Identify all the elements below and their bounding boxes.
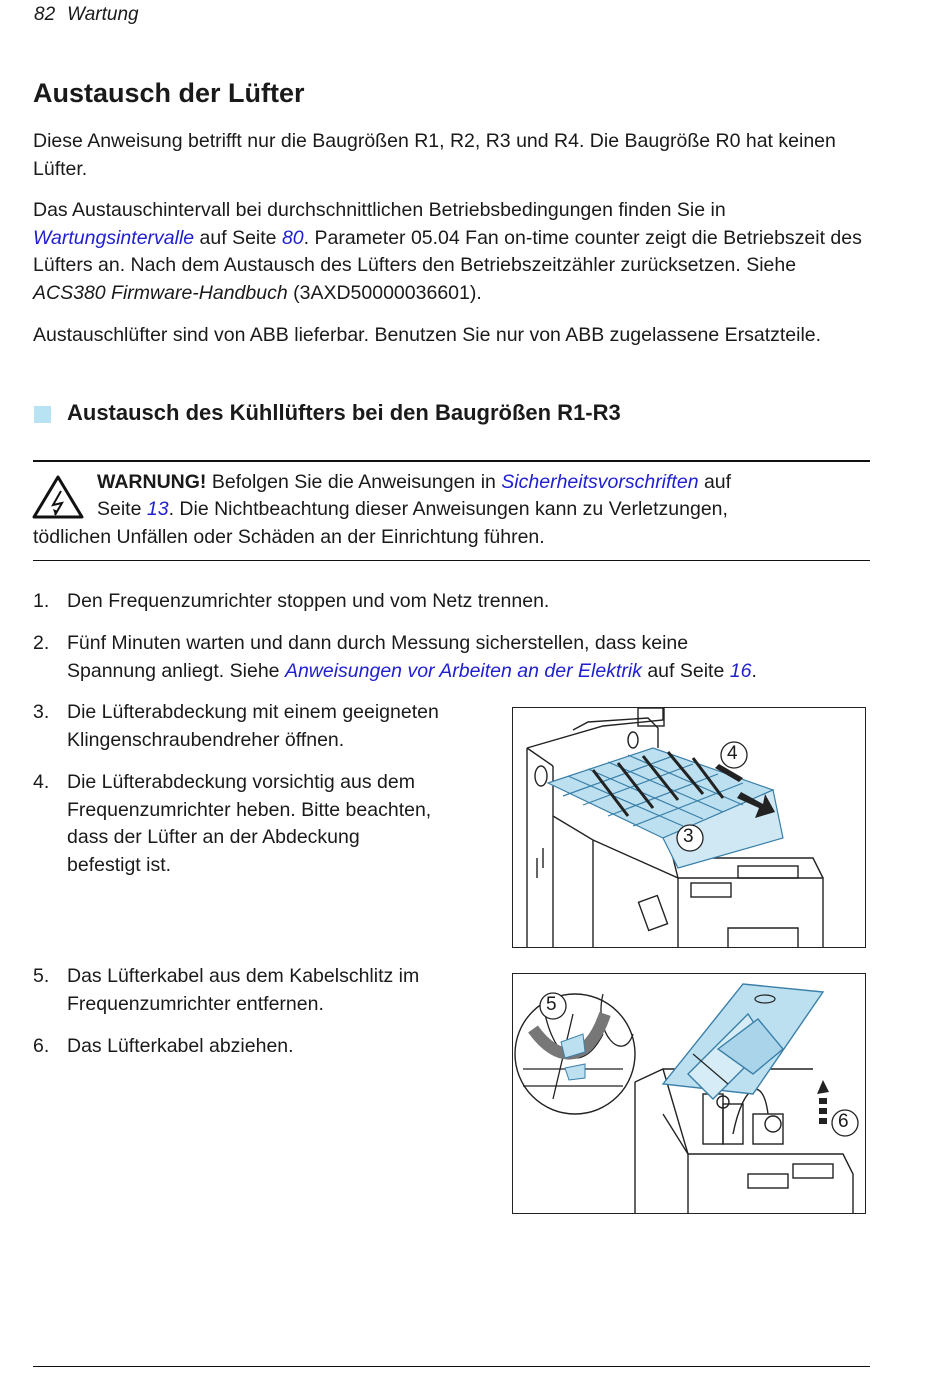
step-3-line-2: Klingenschraubendreher öffnen. [67, 728, 345, 751]
step-text: Das Lüfterkabel abziehen. [67, 1035, 294, 1057]
step-2-text-a: Spannung anliegt. Siehe [67, 659, 285, 682]
section-title: Austausch des Kühllüfters bei den Baugrößen R1-R3 [67, 400, 621, 425]
section-marker [34, 406, 51, 423]
step-text: Den Frequenzumrichter stoppen und vom Netz trennen. [67, 590, 550, 612]
warning-text-b: auf [698, 471, 732, 493]
warning-label: WARNUNG! [97, 471, 207, 493]
warning-text-d: . Die Nichtbeachtung dieser Anweisungen kann zu Verletzungen, [168, 498, 728, 520]
step-text [67, 963, 487, 1018]
step-number: 3. [33, 701, 50, 723]
link-sicherheitsvorschriften[interactable]: Sicherheitsvorschriften [501, 471, 699, 493]
header-section: Wartung [67, 4, 139, 25]
link-page-80[interactable]: 80 [281, 226, 304, 249]
intro-p2-text-b: auf Seite [194, 226, 282, 249]
callout-4: 4 [727, 743, 738, 764]
warning-text-a: Befolgen Sie die Anweisungen in [206, 471, 502, 493]
intro-p2-text-d: (3AXD50000036601). [287, 281, 482, 304]
step-5 [33, 963, 483, 1019]
intro-p2-text-c: . Parameter 05.04 Fan on-time counter zeigt die Betriebszeit des Lüfters an. Nach dem Austausch des Lüfters den Betriebszeitzähler zurücksetzen. Siehe [33, 226, 862, 276]
intro-p2-text-a: Das Austauschintervall bei durchschnittlichen Betriebsbedingungen finden Sie in [33, 199, 726, 221]
step-text [67, 769, 487, 879]
step-number: 4. [33, 771, 50, 793]
warning-text-c: Seite [97, 498, 147, 520]
step-3-line-1: Die Lüfterabdeckung mit einem geeigneten [67, 701, 439, 723]
warning-line-2 [97, 496, 728, 524]
step-3 [33, 699, 483, 755]
step-number: 1. [33, 590, 50, 612]
step-5-line-1: Das Lüfterkabel aus dem Kabelschlitz im [67, 965, 420, 987]
step-2-line-1: Fünf Minuten warten und dann durch Messung sicherstellen, dass keine [67, 632, 689, 654]
electrical-warning-icon [32, 474, 84, 520]
step-2-text-b: auf Seite [641, 659, 730, 682]
page-title: Austausch der Lüfter [33, 78, 305, 108]
fan-cable-drawing [513, 974, 865, 1213]
link-page-13[interactable]: 13 [146, 498, 169, 520]
step-4-line-2: Frequenzumrichter heben. Bitte beachten, [67, 798, 432, 821]
step-text [67, 630, 887, 685]
link-page-16[interactable]: 16 [729, 659, 752, 682]
page-number: 82 [34, 4, 56, 25]
step-number: 2. [33, 632, 50, 654]
intro-paragraph-2 [33, 197, 873, 307]
step-5-line-2: Frequenzumrichter entfernen. [67, 992, 324, 1015]
step-number: 6. [33, 1035, 50, 1057]
warning-line-1 [97, 469, 731, 497]
fan-cover-removal-illustration [512, 707, 866, 948]
step-text [67, 699, 487, 754]
footer-rule [33, 1366, 870, 1367]
intro-paragraph-3: Austauschlüfter sind von ABB lieferbar. Benutzen Sie nur von ABB zugelassene Ersatzteile. [33, 324, 822, 346]
step-4-line-3: dass der Lüfter an der Abdeckung [67, 826, 360, 848]
step-4-line-4: befestigt ist. [67, 853, 172, 876]
step-2-line-2 [67, 658, 887, 686]
warning-top-rule [33, 460, 870, 462]
link-anweisungen-elektrik[interactable]: Anweisungen vor Arbeiten an der Elektrik [284, 659, 642, 682]
fan-cable-removal-illustration [512, 973, 866, 1214]
step-number: 5. [33, 965, 50, 987]
callout-6: 6 [838, 1111, 849, 1132]
step-4-line-1: Die Lüfterabdeckung vorsichtig aus dem [67, 771, 415, 793]
page-header [34, 4, 139, 26]
step-4 [33, 769, 483, 881]
link-wartungsintervalle[interactable]: Wartungsintervalle [33, 226, 195, 249]
firmware-handbook-title: ACS380 Firmware-Handbuch [33, 281, 288, 304]
step-2-text-c: . [751, 659, 757, 682]
intro-paragraph-1: Diese Anweisung betrifft nur die Baugrößen R1, R2, R3 und R4. Die Baugröße R0 hat keinen Lüfter. [33, 130, 836, 180]
warning-bottom-rule [33, 560, 870, 561]
callout-5: 5 [546, 994, 557, 1015]
warning-line-3: tödlichen Unfällen oder Schäden an der Einrichtung führen. [33, 526, 545, 548]
step-2 [33, 630, 873, 686]
callout-3: 3 [683, 826, 694, 847]
